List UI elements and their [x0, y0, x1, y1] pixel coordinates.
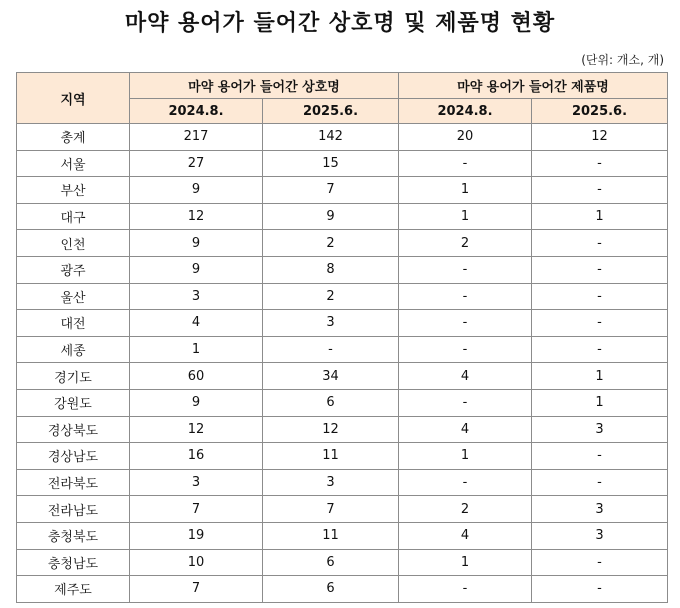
cell-business-2025: 8 [263, 256, 399, 283]
cell-product-2024: - [399, 150, 532, 177]
header-period-product-2025: 2025.6. [532, 99, 668, 124]
cell-product-2024: 2 [399, 230, 532, 257]
table-row [17, 522, 668, 549]
cell-product-2025: 12 [532, 124, 668, 151]
cell-product-2025: 3 [532, 416, 668, 443]
cell-business-2024: 60 [130, 363, 263, 390]
table-row [17, 576, 668, 603]
header-region: 지역 [17, 73, 130, 124]
cell-product-2025: - [532, 177, 668, 204]
cell-product-2025: - [532, 336, 668, 363]
cell-product-2024: 4 [399, 522, 532, 549]
cell-business-2025: 6 [263, 576, 399, 603]
cell-business-2024: 3 [130, 283, 263, 310]
cell-product-2025: - [532, 469, 668, 496]
cell-region: 대구 [17, 203, 130, 230]
table-row [17, 549, 668, 576]
cell-product-2024: 1 [399, 443, 532, 470]
page-title: 마약 용어가 들어간 상호명 및 제품명 현황 [124, 11, 556, 36]
cell-product-2025: 3 [532, 522, 668, 549]
cell-business-2024: 27 [130, 150, 263, 177]
cell-business-2025: 11 [263, 443, 399, 470]
cell-region: 세종 [17, 336, 130, 363]
cell-product-2024: - [399, 256, 532, 283]
cell-product-2024: 20 [399, 124, 532, 151]
cell-business-2025: 12 [263, 416, 399, 443]
cell-region: 인천 [17, 230, 130, 257]
cell-business-2024: 12 [130, 416, 263, 443]
cell-product-2025: 1 [532, 363, 668, 390]
table-row [17, 336, 668, 363]
unit-note: (단위: 개소, 개) [581, 53, 664, 67]
cell-product-2024: - [399, 389, 532, 416]
cell-business-2024: 9 [130, 177, 263, 204]
cell-product-2025: - [532, 549, 668, 576]
cell-product-2024: 4 [399, 416, 532, 443]
cell-business-2025: 34 [263, 363, 399, 390]
cell-product-2024: 2 [399, 496, 532, 523]
cell-business-2024: 7 [130, 576, 263, 603]
cell-product-2025: - [532, 443, 668, 470]
status-table [16, 72, 668, 603]
cell-business-2024: 9 [130, 389, 263, 416]
cell-region: 충청남도 [17, 549, 130, 576]
cell-business-2025: 142 [263, 124, 399, 151]
cell-business-2025: - [263, 336, 399, 363]
table-row [17, 469, 668, 496]
header-period-product-2024: 2024.8. [399, 99, 532, 124]
cell-region: 광주 [17, 256, 130, 283]
table-row [17, 124, 668, 151]
cell-business-2024: 12 [130, 203, 263, 230]
cell-product-2025: 3 [532, 496, 668, 523]
cell-business-2024: 10 [130, 549, 263, 576]
cell-business-2024: 1 [130, 336, 263, 363]
header-product-group: 마약 용어가 들어간 제품명 [399, 73, 668, 99]
cell-region: 울산 [17, 283, 130, 310]
cell-region: 총계 [17, 124, 130, 151]
cell-region: 강원도 [17, 389, 130, 416]
cell-product-2025: - [532, 256, 668, 283]
table-row [17, 203, 668, 230]
cell-region: 제주도 [17, 576, 130, 603]
cell-product-2025: 1 [532, 203, 668, 230]
cell-region: 경상북도 [17, 416, 130, 443]
cell-region: 경상남도 [17, 443, 130, 470]
cell-product-2025: 1 [532, 389, 668, 416]
table-row [17, 443, 668, 470]
table-row [17, 389, 668, 416]
cell-business-2024: 217 [130, 124, 263, 151]
cell-business-2025: 7 [263, 177, 399, 204]
table-body [17, 124, 668, 603]
table-row [17, 363, 668, 390]
cell-product-2025: - [532, 310, 668, 337]
cell-business-2025: 2 [263, 230, 399, 257]
cell-business-2025: 15 [263, 150, 399, 177]
cell-product-2024: - [399, 336, 532, 363]
cell-business-2025: 6 [263, 389, 399, 416]
cell-product-2025: - [532, 283, 668, 310]
cell-business-2024: 16 [130, 443, 263, 470]
cell-region: 경기도 [17, 363, 130, 390]
cell-business-2025: 11 [263, 522, 399, 549]
cell-business-2024: 4 [130, 310, 263, 337]
table-row [17, 177, 668, 204]
cell-product-2025: - [532, 230, 668, 257]
header-business-group: 마약 용어가 들어간 상호명 [130, 73, 399, 99]
cell-business-2025: 3 [263, 469, 399, 496]
cell-business-2025: 3 [263, 310, 399, 337]
cell-business-2025: 6 [263, 549, 399, 576]
table-row [17, 283, 668, 310]
table-row [17, 310, 668, 337]
table-row [17, 150, 668, 177]
table-row [17, 496, 668, 523]
table-row [17, 256, 668, 283]
cell-business-2024: 9 [130, 230, 263, 257]
cell-product-2024: - [399, 283, 532, 310]
cell-product-2025: - [532, 576, 668, 603]
table-header [17, 73, 668, 124]
cell-product-2025: - [532, 150, 668, 177]
cell-region: 충청북도 [17, 522, 130, 549]
header-period-business-2024: 2024.8. [130, 99, 263, 124]
table-row [17, 230, 668, 257]
cell-product-2024: 1 [399, 203, 532, 230]
cell-product-2024: - [399, 576, 532, 603]
cell-product-2024: 4 [399, 363, 532, 390]
cell-business-2025: 9 [263, 203, 399, 230]
cell-region: 전라북도 [17, 469, 130, 496]
header-period-business-2025: 2025.6. [263, 99, 399, 124]
cell-business-2024: 19 [130, 522, 263, 549]
cell-product-2024: 1 [399, 177, 532, 204]
cell-business-2025: 7 [263, 496, 399, 523]
cell-business-2024: 7 [130, 496, 263, 523]
cell-region: 부산 [17, 177, 130, 204]
cell-region: 서울 [17, 150, 130, 177]
cell-business-2025: 2 [263, 283, 399, 310]
cell-product-2024: - [399, 469, 532, 496]
cell-region: 대전 [17, 310, 130, 337]
cell-product-2024: 1 [399, 549, 532, 576]
table-row [17, 416, 668, 443]
cell-business-2024: 9 [130, 256, 263, 283]
cell-region: 전라남도 [17, 496, 130, 523]
cell-business-2024: 3 [130, 469, 263, 496]
cell-product-2024: - [399, 310, 532, 337]
